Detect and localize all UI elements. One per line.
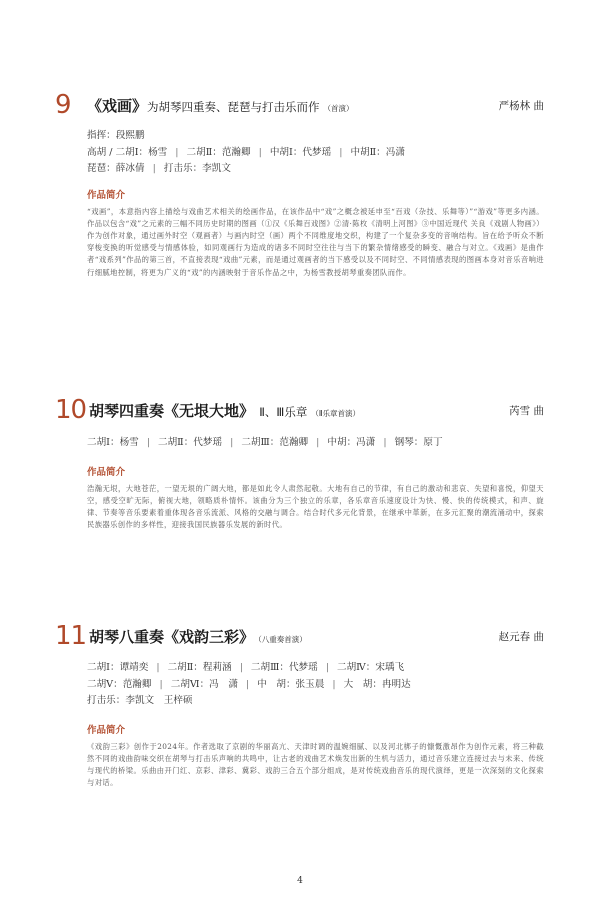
separator: |: [245, 678, 250, 690]
performer-line: [87, 660, 544, 677]
piece-title-sub: 为胡琴四重奏、琵琶与打击乐而作: [147, 100, 320, 114]
piece-number: 11: [55, 621, 87, 651]
separator: |: [175, 146, 179, 158]
performer: 二胡Ⅳ：宋瑀飞: [336, 662, 405, 673]
piece-composer: 芮雪 曲: [509, 405, 544, 417]
piece-title-main: 胡琴四重奏《无垠大地》: [89, 402, 255, 420]
performer: 打击乐：李凯文 王梓硕: [87, 695, 193, 706]
piece-header: [55, 395, 544, 429]
performer: 中胡Ⅱ：冯潇: [350, 146, 405, 158]
performer-line: [87, 161, 544, 178]
performer: 二胡Ⅰ：谭靖奕: [87, 662, 149, 673]
performer: 二胡Ⅵ：冯 潇: [170, 678, 238, 690]
piece-title: [87, 95, 354, 120]
performer: 二胡Ⅲ：范瀚卿: [241, 437, 309, 448]
performer: 二胡Ⅱ：代梦瑶: [158, 437, 223, 448]
performer: 中胡：冯潇: [327, 437, 376, 448]
performer: 指挥：段熙鹏: [87, 130, 145, 141]
intro-text: 浩瀚无垠，大地苍茫，一望无垠的广阔大地，都是如此令人肃然起敬。大地有自己的节律，有自己的激动和悲哀、失望和喜悦，仰望天空，感受空旷无际，俯视大地，领略质朴情怀。该曲分为三个独立的乐章，各乐章音乐速度设计为快、慢、快的传统模式，和声、旋律、节奏等音乐要素着重体现各音乐流派、风格的交融与调合。结合时代多元化背景，在继承中革新，在多元汇聚的潮流涌动中，探索民族器乐创作的多样性，迎接我国民族器乐发展的新时代。: [87, 483, 544, 530]
separator: |: [332, 678, 336, 690]
piece-header: [55, 90, 544, 124]
performer: 二胡Ⅰ：杨雪: [87, 437, 139, 448]
piece-number: 9: [55, 90, 71, 120]
performer: 打击乐：李凯文: [163, 163, 231, 174]
performer: 中胡Ⅰ：代梦瑶: [269, 146, 332, 158]
program-item-11: [55, 621, 544, 789]
performer: 二胡Ⅲ：代梦瑶: [250, 662, 318, 673]
performer-line: [87, 435, 544, 452]
separator: |: [325, 662, 329, 673]
intro-heading: 作品简介: [87, 189, 126, 201]
separator: |: [156, 662, 160, 673]
piece-composer: 严杨林 曲: [498, 100, 544, 112]
piece-title: [89, 626, 307, 651]
piece-title-tag: （八重奏首演）: [258, 635, 307, 644]
intro-text: 《戏韵三彩》创作于2024年。作者选取了京剧的华丽高亢、天津时调的温婉细腻、以及河北梆子的慷慨激昂作为创作元素，将三种截然不同的戏曲韵味交织在胡琴与打击乐声响的共鸣中，让古老的戏曲艺术焕发出新的生机与活力，通过音乐建立连接过去与未来、传统与现代的桥梁。乐曲由开门红、京彩、津彩、冀彩、戏韵三合五个部分组成，是对传统戏曲音乐的现代演绎，更是一次深刻的文化探索与对话。: [87, 741, 544, 788]
separator: |: [258, 146, 262, 158]
performer-line: [87, 128, 544, 145]
piece-title-sub: Ⅱ、Ⅲ乐章: [259, 405, 308, 419]
performer-line: [87, 145, 544, 162]
program-item-9: [55, 90, 544, 279]
program-item-10: [55, 395, 544, 531]
intro-heading: 作品简介: [87, 724, 126, 736]
separator: |: [316, 437, 320, 448]
performer: 中 胡：张玉晨: [257, 678, 325, 690]
separator: |: [159, 678, 163, 690]
performer: 二胡Ⅱ：程莉涵: [167, 662, 232, 673]
piece-header: [55, 621, 544, 655]
separator: |: [239, 662, 243, 673]
performer: 二胡Ⅴ：范瀚卿: [87, 678, 152, 690]
piece-title: [89, 400, 360, 425]
piece-title-tag: （首演）: [323, 104, 354, 113]
separator: |: [146, 437, 150, 448]
performer: 大 胡：冉明达: [343, 678, 411, 690]
page-number: 4: [297, 876, 303, 886]
performer: 高胡 / 二胡Ⅰ：杨雪: [87, 146, 168, 158]
piece-number: 10: [55, 395, 87, 425]
performer-line: [87, 677, 544, 694]
separator: |: [230, 437, 234, 448]
performer: 二胡Ⅱ：范瀚卿: [186, 146, 251, 158]
separator: |: [152, 163, 156, 174]
separator: |: [339, 146, 343, 158]
separator: |: [383, 437, 387, 448]
intro-heading: 作品简介: [87, 466, 126, 478]
piece-title-main: 《戏画》: [87, 97, 148, 115]
piece-title-tag: （Ⅱ乐章首演）: [311, 409, 361, 418]
piece-composer: 赵元春 曲: [498, 631, 544, 643]
performer: 琵琶：薛冰倩: [87, 163, 145, 174]
piece-title-main: 胡琴八重奏《戏韵三彩》: [89, 628, 255, 646]
intro-text: “戏画”，本意指内容上描绘与戏曲艺术相关的绘画作品，在该作品中“戏”之概念被延申至“百戏（杂技、乐舞等）”“游戏”等更多内涵。作品以包含“戏”之元素的三幅不同历史时期的图画（①汉《乐舞百戏图》②清·陈枚《清明上河图》③中国近现代 关良《戏剧人物画》）作为创作对象，通过画外时空（观画者）与画内时空（画）两个不同维度地交织，构建了一个复杂多变的音响结构。旨在给予听众不断穿梭变换的听觉感受与情感体验，如同观画行为造成的诸多不同时空往往与当下的繁杂情绪感受的瞬变、融合与对立。《戏画》是曲作者“戏系列”作品的第三首，不直接表现“戏曲”元素，而是通过观画者的当下感受以及不同时空、不同情感表现的图画本身对音乐音响进行细腻地控制，将更为广义的“戏”的内涵映射于音乐作品之中，为杨雪教授胡琴重奏团队而作。: [87, 206, 544, 277]
performer-line: [87, 693, 544, 710]
performer: 钢琴：原丁: [394, 437, 443, 448]
